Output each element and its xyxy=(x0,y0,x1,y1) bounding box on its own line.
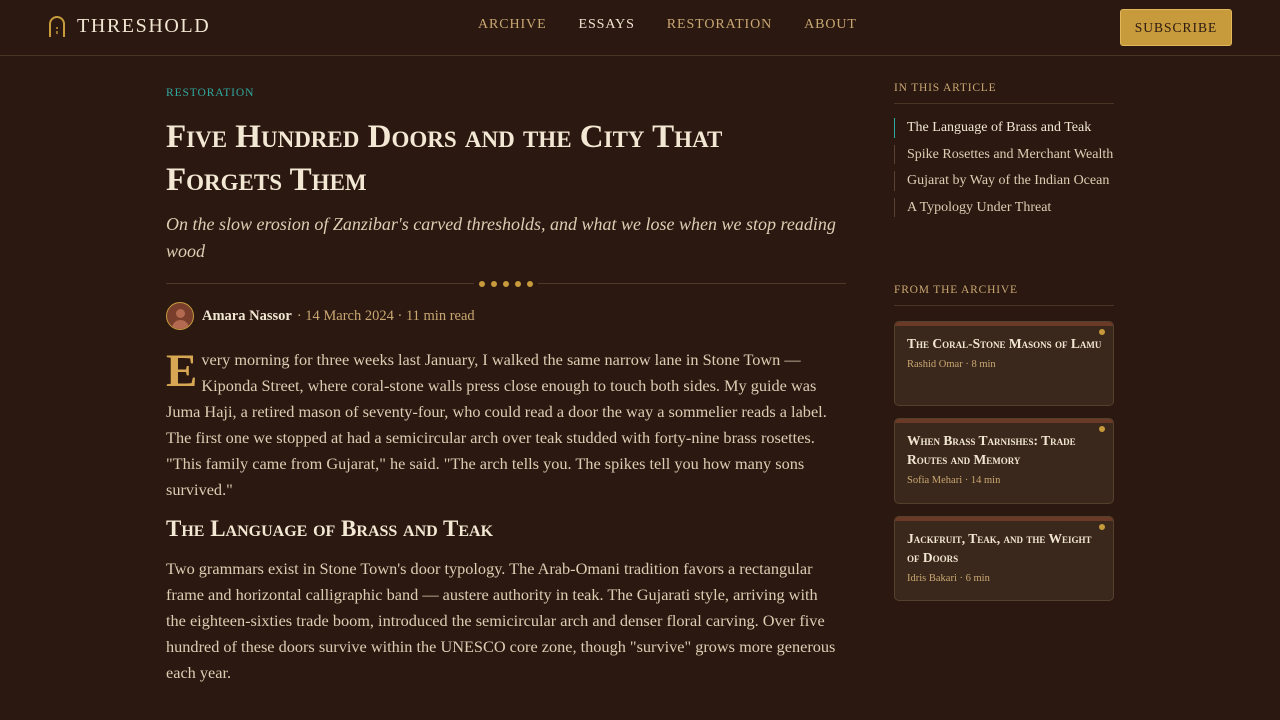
archive-card[interactable] xyxy=(894,418,1114,504)
main-nav xyxy=(478,17,857,33)
toc-item-typology[interactable]: A Typology Under Threat xyxy=(894,198,1114,218)
divider-dot xyxy=(515,281,521,287)
arch-door-icon xyxy=(47,14,67,38)
article-category[interactable]: RESTORATION xyxy=(166,87,255,99)
archive-heading: FROM THE ARCHIVE xyxy=(894,284,1114,306)
table-of-contents xyxy=(894,118,1114,224)
divider-dot xyxy=(491,281,497,287)
archive-card-meta: Idris Bakari · 6 min xyxy=(907,573,990,584)
toc-item-spike-rosettes[interactable]: Spike Rosettes and Merchant Wealth xyxy=(894,145,1114,165)
avatar-head xyxy=(176,309,185,318)
archive-card[interactable] xyxy=(894,516,1114,601)
article-subtitle: On the slow erosion of Zanzibar's carved thresholds, and what we lose when we stop reading wood xyxy=(166,214,836,261)
article-meta: · 14 March 2024 · 11 min read xyxy=(296,307,475,324)
author-name[interactable]: Amara Nassor xyxy=(202,307,292,324)
archive-card-title: The Coral-Stone Masons of Lamu xyxy=(907,336,1102,351)
toc-item-language-of-brass[interactable]: The Language of Brass and Teak xyxy=(894,118,1114,138)
toc-item-gujarat[interactable]: Gujarat by Way of the Indian Ocean xyxy=(894,171,1114,191)
logo-text: THRESHOLD xyxy=(77,14,211,37)
avatar-torso xyxy=(172,320,189,330)
top-bar xyxy=(0,0,1280,56)
section-heading: The Language of Brass and Teak xyxy=(166,516,494,541)
card-dot xyxy=(1099,329,1105,335)
author-avatar[interactable] xyxy=(166,302,194,330)
archive-card-meta: Rashid Omar · 8 min xyxy=(907,359,996,370)
card-dot xyxy=(1099,426,1105,432)
nav-restoration[interactable]: RESTORATION xyxy=(666,17,773,32)
subscribe-button[interactable]: SUBSCRIBE xyxy=(1120,9,1232,46)
nav-essays[interactable]: ESSAYS xyxy=(578,17,635,32)
archive-card[interactable] xyxy=(894,321,1114,406)
drop-cap: E xyxy=(166,345,198,397)
archive-card-meta: Sofia Mehari · 14 min xyxy=(907,475,1001,486)
nav-archive[interactable]: ARCHIVE xyxy=(478,17,547,32)
divider-dots xyxy=(474,279,538,288)
archive-card-title: Jackfruit, Teak, and the Weight of Doors xyxy=(907,531,1092,565)
toc-heading: IN THIS ARTICLE xyxy=(894,82,1114,104)
divider-dot xyxy=(503,281,509,287)
archive-card-title: When Brass Tarnishes: Trade Routes and Memory xyxy=(907,433,1076,467)
body-paragraph: Two grammars exist in Stone Town's door typology. The Arab-Omani tradition favors a rectangular frame and horizontal calligraphic band — austere authority in teak. The Gujarati style, arriving with the eighteen-sixties trade boom, introduced the semicircular arch and denser floral carving. Over five hundred of these doors survive within the UNESCO core zone, though "survive" grows more generous each year. xyxy=(166,559,836,682)
card-dot xyxy=(1099,524,1105,530)
divider-dot xyxy=(527,281,533,287)
body-paragraph xyxy=(166,347,836,503)
nav-about[interactable]: ABOUT xyxy=(804,17,857,32)
divider-dot xyxy=(479,281,485,287)
site-logo[interactable] xyxy=(47,14,210,38)
article-title: Five Hundred Doors and the City That Forgets Them xyxy=(166,119,723,198)
byline xyxy=(166,302,475,330)
paragraph-text: very morning for three weeks last January, I walked the same narrow lane in Stone Town — Kiponda Street, where coral-stone walls press close enough to touch both sides. My guide was Juma Haji, a retired mason of seventy-four, who could read a door the way a sommelier reads a label. The first one we stopped at had a semicircular arch over teak studded with forty-nine brass rosettes. "This family came from Gujarat," he said. "The arch tells you. The spikes tell you how many sons survived." xyxy=(166,350,827,499)
